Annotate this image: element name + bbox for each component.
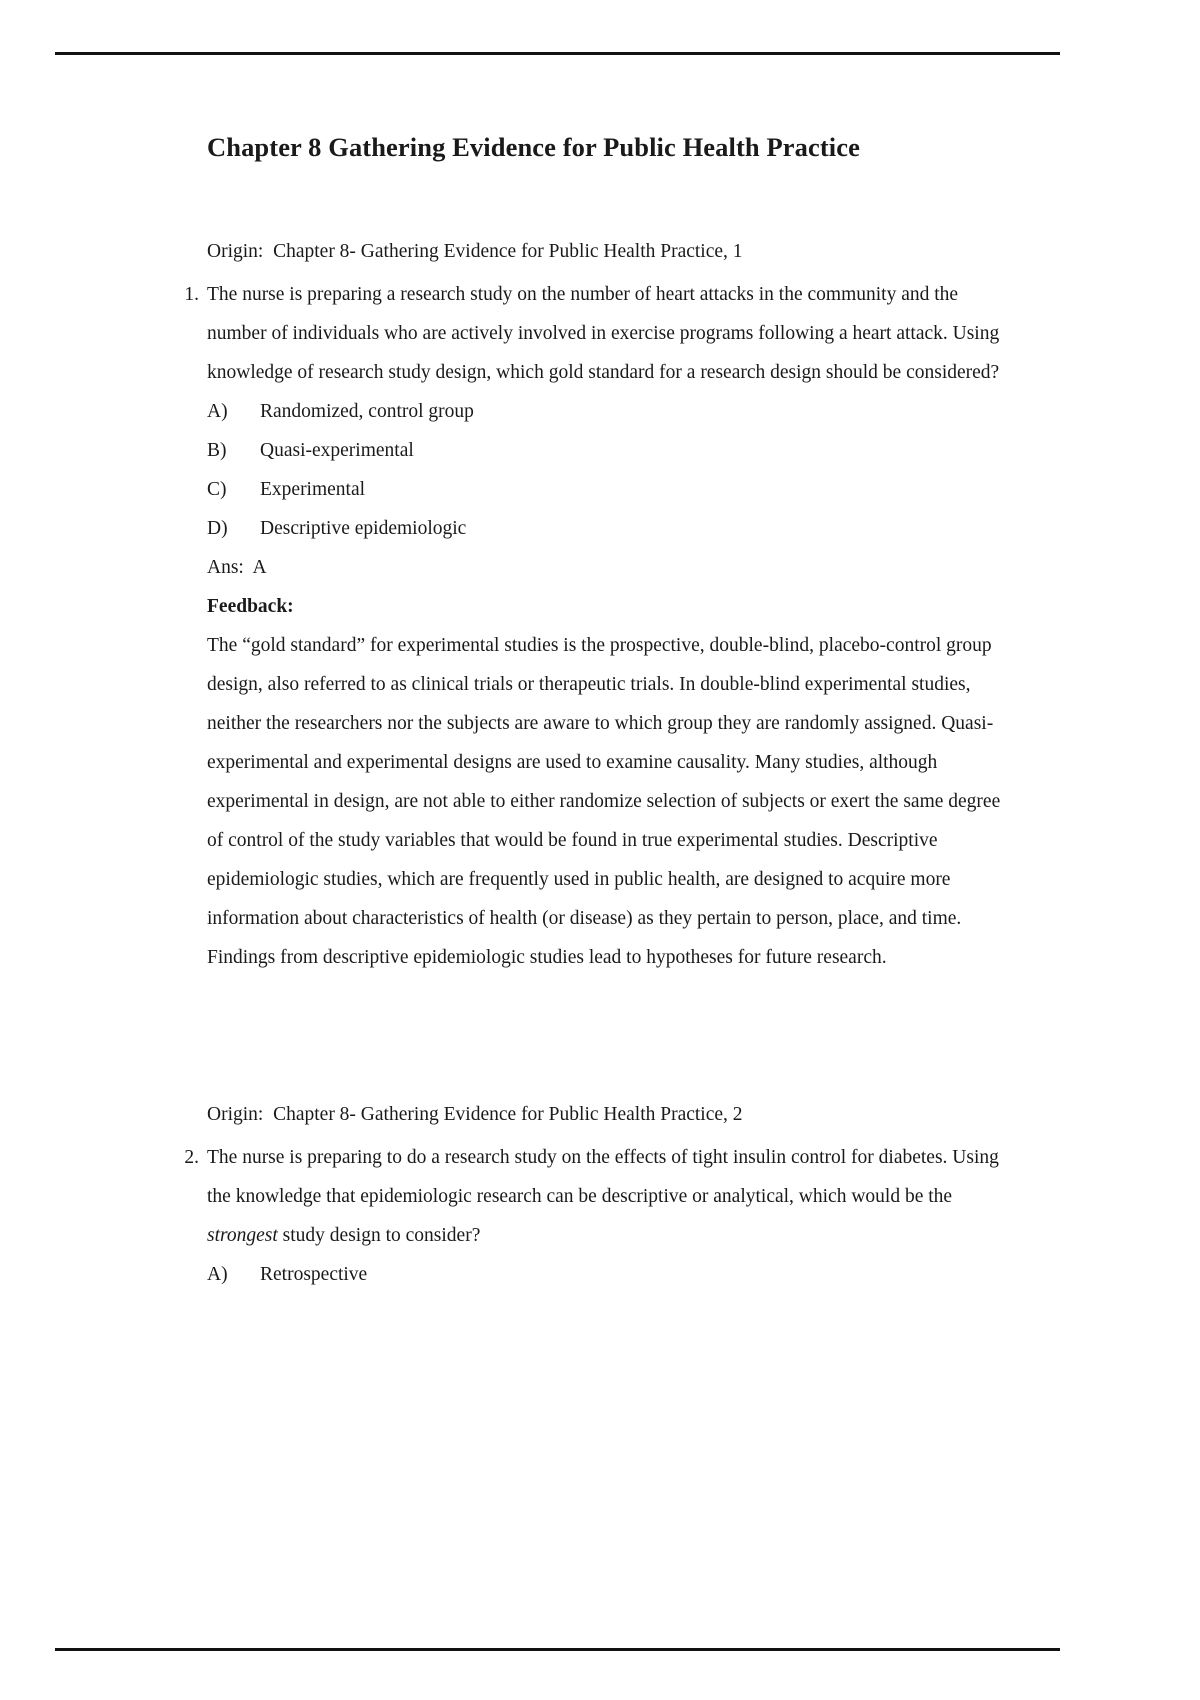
question-item-1 — [175, 232, 1015, 977]
origin-label-2: Origin: Chapter 8- Gathering Evidence for Public Health Practice, 2 — [207, 1104, 743, 1125]
question-number-2: 2. — [184, 1147, 199, 1168]
question-item-2 — [175, 1095, 1015, 1294]
option-a-letter-2: A) — [207, 1264, 228, 1285]
option-a-text-1: Randomized, control group — [260, 401, 474, 422]
options-list-2 — [175, 1255, 1015, 1294]
option-c-letter-1: C) — [207, 479, 227, 500]
question-body-pre-2: The nurse is preparing to do a research study on the effects of tight insulin control for diabetes. Using the knowledge that epidemiologic research can be descriptive or analytical, which would be the — [207, 1147, 999, 1207]
question-body-pre-1: The nurse is preparing a research study on the number of heart attacks in the community and the number of individuals who are actively involved in exercise programs following a heart attack. Using knowledge of research study design, which gold standard for a research design should be considered? — [207, 284, 1000, 383]
options-list-1 — [175, 392, 1015, 548]
page-title: Chapter 8 Gathering Evidence for Public Health Practice — [207, 132, 860, 162]
option-a-2[interactable] — [207, 1255, 1015, 1294]
option-a-1[interactable] — [207, 392, 1015, 431]
option-b-letter-1: B) — [207, 440, 227, 461]
document-body — [175, 232, 1015, 1294]
question-body-2 — [207, 1138, 1015, 1255]
feedback-text-1: The “gold standard” for experimental studies is the prospective, double-blind, placebo-control group design, also referred to as clinical trials or therapeutic trials. In double-blind experimental studies, neither the researchers nor the subjects are aware to which group they are randomly assigned. Quasi-experimental and experimental designs are used to examine causality. Many studies, although experimental in design, are not able to either randomize selection of subjects or exert the same degree of control of the study variables that would be found in true experimental studies. Descriptive epidemiologic studies, which are frequently used in public health, are designed to acquire more information about characteristics of health (or disease) as they pertain to person, place, and time. Findings from descriptive epidemiologic studies lead to hypotheses for future research. — [207, 635, 1001, 968]
option-d-text-1: Descriptive epidemiologic — [260, 518, 467, 539]
header-rule — [55, 52, 1060, 55]
answer-line-1: Ans: A — [207, 557, 267, 578]
option-b-text-1: Quasi-experimental — [260, 440, 414, 461]
option-a-text-2: Retrospective — [260, 1264, 368, 1285]
option-d-1[interactable] — [207, 509, 1015, 548]
question-emphasis-2: strongest — [207, 1225, 278, 1246]
question-body-1 — [207, 275, 1015, 392]
option-b-1[interactable] — [207, 431, 1015, 470]
origin-label-1: Origin: Chapter 8- Gathering Evidence for Public Health Practice, 1 — [207, 241, 743, 262]
footer-rule — [55, 1648, 1060, 1651]
section-gap — [175, 977, 1015, 1095]
feedback-label-1: Feedback: — [207, 596, 294, 617]
option-a-letter-1: A) — [207, 401, 228, 422]
question-number-1: 1. — [184, 284, 199, 305]
question-text-2 — [175, 1138, 1015, 1255]
question-body-post-2: study design to consider? — [277, 1225, 481, 1246]
option-c-1[interactable] — [207, 470, 1015, 509]
option-d-letter-1: D) — [207, 518, 228, 539]
option-c-text-1: Experimental — [260, 479, 366, 500]
question-text-1 — [175, 275, 1015, 392]
